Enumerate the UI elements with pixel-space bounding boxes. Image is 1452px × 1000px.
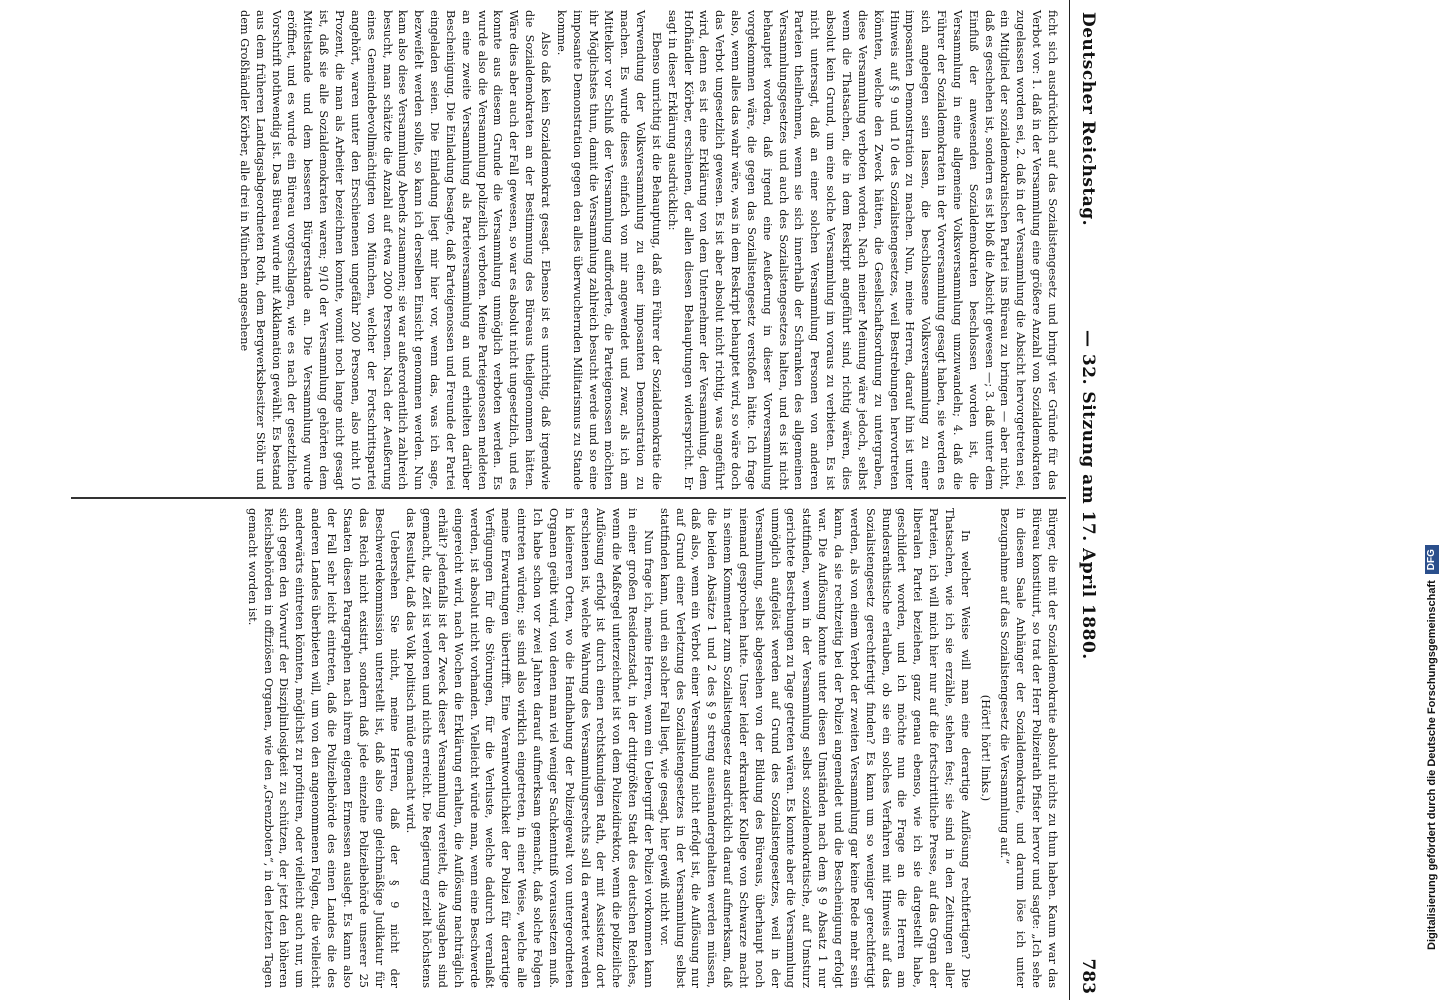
paragraph: Nun frage ich, meine Herren, wenn ein Uebergriff der Polizei vorkommen kann in einer großen Residenzstadt, in der drittgrößten Stadt des deutschen Reiches, wenn die Maßregel unterzeichnet ist von dem Polizeidirektor, wenn die polizeiliche Auflösung erfolgt ist durch einen rechtskundigen Rath, der mit Assistenz dort erschienen ist, welche Wahrung des Versammlungsrechts soll da erwartet werden in kleineren Orten, wo die Handhabung der Polizeigewalt von untergeordneten Organen geübt wird, von denen man viel weniger Sachkenntniß voraussetzen muß. Ich habe schon vor zwei Jahren darauf aufmerksam gemacht, daß solche Folgen eintreten würden; sie sind also wirklich eingetreten, in einer Weise, welche alle meine Erwartungen übertrifft. Eine Verantwortlichkeit der Polizei für derartige Verfügungen für die Störungen, für die Verluste, welche dadurch veranlaßt werden, ist absolut nicht vorhanden. Vielleicht würde man, wenn eine Beschwerde eingereicht wird, nach Wochen die Erklärung erhalten, die Auflösung nachträglich erhält? jedenfalls ist der Zweck dieser Versammlung vereitelt, die Ausgaben sind gemacht, die Zeit ist verloren und nichts erreicht. Die Regierung erzielt höchstens das Resultat, daß das Volk politisch müde gemacht wird. xyxy=(404,508,655,988)
header-title: Deutscher Reichstag. xyxy=(1078,12,1098,227)
paragraph: In welcher Weise will man eine derartige Auflösung rechtfertigen? Die Thatsachen, wie ich sie erzähle, stehen fest; sie sind in den Zeitungen aller Parteien, ich will mich hier nur auf die fortschrittliche Presse, auf das Organ der liberalen Partei beziehen, ganz genau ebenso, wie ich sie dargestellt habe, geschildert worden, und ich möchte nun die Frage an die Herren am Bundesrathstische erlauben, ob sie ein solches Verfahren mit Hinweis auf das Sozialistengesetz gerechtfertigt finden? Es kann um so weniger gerechtfertigt werden, als von einem Verbot der zweiten Versammlung gar keine Rede mehr sein kann, da sie rechtzeitig bei der Polizei angemeldet und die Bescheinigung erfolgt war. Die Auflösung konnte unter diesen Umständen nach dem § 9 Absatz 1 nur stattfinden, wenn in der Versammlung selbst sozialdemokratische, auf Umsturz gerichtete Bestrebungen zu Tage getreten wären. Es konnte aber die Versammlung unmöglich aufgelöst werden auf Grund des Sozialistengesetzes, weil in der Versammlung, selbst abgesehen von der Bildung des Büreaus, überhaupt noch niemand gesprochen hatte. Unser leider erkrankter Kollege von Schwarze macht in seinem Kommentar zum Sozialistengesetz ausdrücklich darauf aufmerksam, daß die beiden Absätze 1 und 2 des § 9 streng auseinandergehalten werden müssen, daß also, wenn ein Verbot einer Versammlung nicht erfolgt ist, die Auflösung nur auf Grund einer Verletzung des Sozialistengesetzes in der Versammlung selbst stattfinden kann, und ein solcher Fall liegt, wie gesagt, hier gewiß nicht vor. xyxy=(657,508,972,988)
paragraph: Ebenso unrichtig ist die Behauptung, daß ein Führer der Sozialdemokratie die Verwendung der Volksversammlung zu einer imposanten Demonstration zu machen. Es wurde dieses einfach von mir angewendet und zwar, als ich am Mittelkor vor Schluß der Versammlung aufforderte, die Parteigenossen möchten ihr Möglichstes thun, damit die Versammlung zahlreich besucht werde und so eine imposante Demonstration gegen den alles überwuchernden Militarismus zu Stande komme. xyxy=(554,10,663,490)
page-header xyxy=(1069,0,1110,1000)
scanned-page xyxy=(58,0,1110,1000)
column-divider xyxy=(71,497,1066,499)
paragraph: Uebersehen Sie nicht, meine Herren, daß der § 9 nicht der Beschwerdekommission unterstellt ist, daß also eine gleichmäßige Judikatur für das Reich nicht existirt, sondern daß jede einzelne Polizeibehörde unserer 25 Staaten diesen Paragraphen nach ihrem eigenen Ermessen auslegt. Es kann also der Fall sehr leicht eintreten, daß die Polizeibehörde des einen Landes die des anderen Landes überbieten will, um von den angenommenen Folgen, die vielleicht anderwärts eintreten könnten, möglichst zu profitiren, oder vielleicht auch nur, um sich gegen den Vorwurf der Disziplinlosigkeit zu schützen, der jetzt den höheren Reichsbehörden in offiziösen Organen, wie den „Grenzboten“, in den letzten Tagen gemacht worden ist. xyxy=(245,508,402,988)
digitization-note xyxy=(1392,60,1438,950)
dfg-logo: DFG xyxy=(1425,545,1439,574)
text-column-right xyxy=(70,508,1060,988)
page-number: 783 xyxy=(1078,958,1098,994)
paragraph: ficht sich ausdrücklich auf das Sozialistengesetz und bringt vier Gründe für das Verbot vor: 1. daß in der Versammlung eine größere Anzahl von Sozialdemokraten zugelassen worden sei, 2. daß in der Versammlung die Absicht hervorgetreten sei, ein Mitglied der sozialdemokratischen Partei ins Büreau zu bringen — aber nicht, daß es geschehen ist, sondern es ist bloß die Absicht gewesen —; 3. daß unter dem Einfluß der anwesenden Sozialdemokraten beschlossen worden ist, die Versammlung in eine allgemeine Volksversammlung umzuwandeln; 4. daß die Führer der Sozialdemokraten in der Vorversammlung gesagt haben, sie werden es sich angelegen sein lassen, die beschlossene Volksversammlung zu einer imposanten Demonstration zu machen. Nun, meine Herren, darauf hin ist unter Hinweis auf § 9 und 10 des Sozialistengesetzes, weil Bestrebungen hervortreten könnten, welche den Zweck hätten, die Gesellschaftsordnung zu untergraben, diese Versammlung verboten worden. Nach meiner Meinung wäre jedoch, selbst wenn die Thatsachen, die in dem Reskript angeführt sind, richtig wären, dies absolut kein Grund, um eine solche Versammlung im voraus zu verbieten. Es ist nicht untersagt, daß an einer solchen Versammlung Personen von anderen Parteien theilnehmen, wenn sie sich innerhalb der Schranken des allgemeinen Versammlungsgesetzes und auch des Sozialistengesetzes halten, und es ist nicht behauptet worden, daß irgend eine Aeußerung in dieser Vorversammlung vorgekommen wäre, die gegen das Sozialistengesetz verstoßen hätte. Ich frage also, wenn alles das wahr wäre, was in dem Reskript behauptet wird, so wäre doch das Verbot ungesetzlich gewesen. Es ist aber absolut nicht richtig, was angeführt wird, denn es ist eine Erklärung von dem Unternehmer der Versammlung, dem Hofhändler Körber, erschienen, der allen diesen Behauptungen widerspricht. Er sagt in dieser Erklärung ausdrücklich: xyxy=(665,10,1059,490)
text-column-left xyxy=(70,10,1060,490)
interjection: (Hört! hört! links.) xyxy=(978,694,992,802)
paragraph: Also daß kein Sozialdemokrat gesagt. Ebenso ist es unrichtig, daß irgendwie die Sozialdemokraten an der Bestimmung des Büreaus theilgenommen hätten. Wäre dies aber auch der Fall gewesen, so war es absolut nicht ungesetzlich, und es konnte aus diesem Grunde die Versammlung unmöglich verboten werden. Es wurde also die Versammlung polizeilich verboten. Meine Parteigenossen meldeten an eine zweite Versammlung als Parteiversammlung an und erhielten darüber Bescheinigung. Die Einladung besagte, daß Parteigenossen und Freunde der Partei eingeladen seien. Die Einladung liegt mir hier vor, wenn das, was ich sage, bezweifelt werden sollte, so kann ich derselben Einsicht genommen werden. Nun kam also diese Versammlung Abends zusammen; sie war außerordentlich zahlreich besucht, man schätzte die Anzahl auf etwa 2000 Personen. Nach der Aeußerung eines Gemeindebevollmächtigten von München, welcher der Fortschrittspartei angehört, waren unter den Erschienenen ungefähr 200 Personen, also nicht 10 Prozent, die man als Arbeiter bezeichnen konnte, womit noch lange nicht gesagt ist, daß sie alle Sozialdemokraten waren; 9/10 der Versammlung gehörten dem Mittelstande und dem besseren Bürgerstande an. Die Versammlung wurde eröffnet, und es wurde ein Büreau vorgeschlagen, wie es nach der gesetzlichen Vorschrift nothwendig ist. Das Büreau wurde mit Akklamation gewählt. Es bestand aus dem früheren Landtagsabgeordneten Roth, dem Bergwerksbesitzer Stöhr und dem Großhändler Körber, alle drei in München angesehene xyxy=(237,10,552,490)
header-session: — 32. Sitzung am 17. April 1880. xyxy=(1078,330,1098,660)
paragraph: Bürger, die mit der Sozialdemokratie absolut nichts zu thun haben. Kaum war das Büreau konstituirt, so trat der Herr Polizeirath Pfister hervor und sagte: „Ich sehe in diesem Saale Anhänger der Sozialdemokratie, und darum löse ich unter Bezugnahme auf das Sozialistengesetz die Versammlung auf.“ xyxy=(998,508,1059,988)
digitization-text: Digitalisierung gefördert durch die Deutsche Forschungsgemeinschaft xyxy=(1426,580,1438,950)
